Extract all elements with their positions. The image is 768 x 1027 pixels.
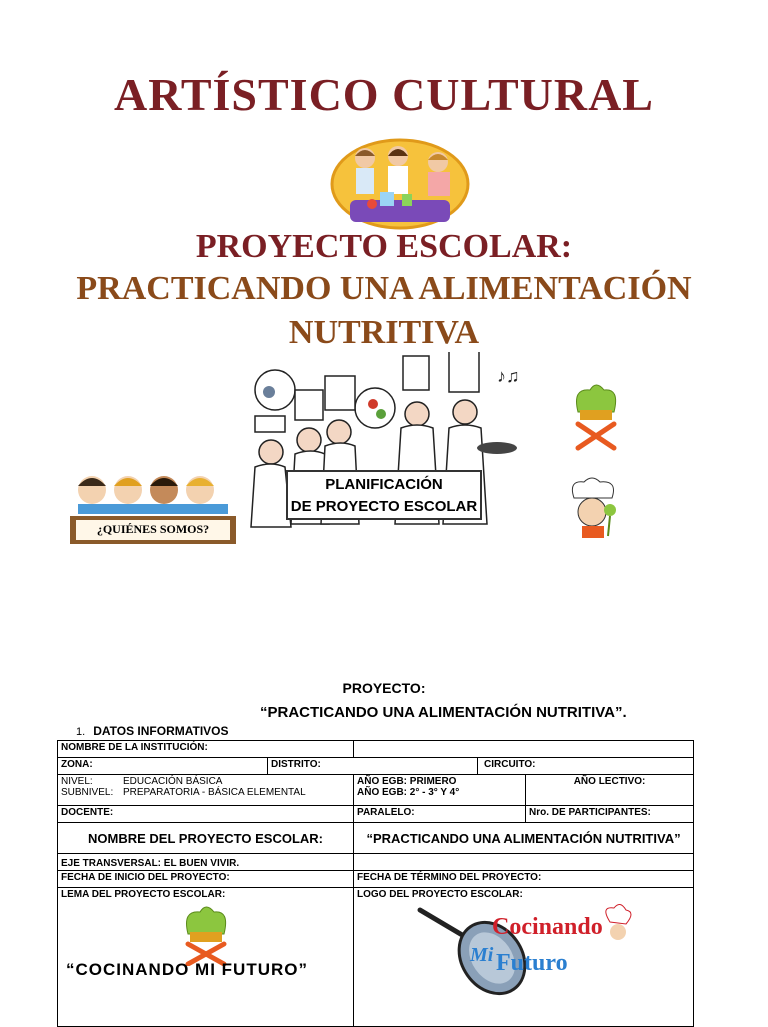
- anio-egb-cell: [354, 775, 526, 806]
- logo-label: LOGO DEL PROYECTO ESCOLAR:: [357, 889, 523, 900]
- zona-label: ZONA:: [58, 758, 268, 775]
- page-title: ARTÍSTICO CULTURAL: [114, 69, 654, 120]
- section-title: DATOS INFORMATIVOS: [93, 724, 229, 738]
- lema-value: “COCINANDO MI FUTURO”: [66, 960, 308, 979]
- nivel-value: EDUCACIÓN BÁSICA: [123, 776, 223, 787]
- eje-empty: [354, 854, 694, 871]
- quienes-somos-banner: [70, 470, 236, 546]
- institucion-value[interactable]: [354, 741, 694, 758]
- logo-cell: [354, 888, 694, 1027]
- project-subtitle-line3: NUTRITIVA: [288, 314, 480, 351]
- subnivel-value: PREPARATORIA - BÁSICA ELEMENTAL: [123, 787, 306, 798]
- nivel-subnivel-cell: [58, 775, 354, 806]
- circuito-label: CIRCUITO:: [478, 758, 694, 775]
- quienes-somos-label: ¿QUIÉNES SOMOS?: [96, 522, 210, 536]
- subnivel-label: SUBNIVEL:: [61, 787, 114, 798]
- docente-label: DOCENTE:: [58, 806, 354, 823]
- institucion-label: NOMBRE DE LA INSTITUCIÓN:: [58, 741, 354, 758]
- lema-cell: [58, 888, 354, 1027]
- fecha-inicio-label: FECHA DE INICIO DEL PROYECTO:: [58, 871, 354, 888]
- section-datos-informativos: [76, 724, 229, 738]
- nombre-proyecto-value: “PRACTICANDO UNA ALIMENTACIÓN NUTRITIVA”: [354, 823, 694, 854]
- proyecto-heading: PROYECTO:: [342, 680, 426, 696]
- project-subtitle-line1: PROYECTO ESCOLAR:: [195, 228, 573, 265]
- chef-hat-utensils-icon: [570, 382, 622, 452]
- section-number: 1.: [76, 726, 86, 738]
- anio-egb-primero: AÑO EGB: PRIMERO: [357, 776, 457, 787]
- anio-egb-otros: AÑO EGB: 2° - 3° Y 4°: [357, 787, 460, 798]
- eje-transversal: EJE TRANSVERSAL: EL BUEN VIVIR.: [58, 854, 354, 871]
- planificacion-line1: PLANIFICACIÓN: [325, 476, 443, 493]
- logo-word-cocinando: Cocinando: [492, 914, 603, 940]
- anio-lectivo-label: AÑO LECTIVO:: [526, 775, 694, 806]
- svg-text:♪♫: ♪♫: [497, 366, 520, 386]
- kids-cooking-image: [330, 138, 470, 230]
- planificacion-line2: DE PROYECTO ESCOLAR: [290, 498, 478, 515]
- proyecto-name: “PRACTICANDO UNA ALIMENTACIÓN NUTRITIVA”.: [260, 704, 627, 721]
- fecha-termino-label: FECHA DE TÉRMINO DEL PROYECTO:: [354, 871, 694, 888]
- little-chef-icon: [568, 476, 620, 540]
- logo-word-mi: Mi: [470, 944, 494, 966]
- lema-label: LEMA DEL PROYECTO ESCOLAR:: [61, 889, 226, 900]
- datos-informativos-table: [57, 740, 694, 1027]
- planificacion-box: [286, 470, 482, 520]
- paralelo-label: PARALELO:: [354, 806, 526, 823]
- distrito-label: DISTRITO:: [268, 758, 478, 775]
- nombre-proyecto-label: NOMBRE DEL PROYECTO ESCOLAR:: [58, 823, 354, 854]
- project-subtitle-line2: PRACTICANDO UNA ALIMENTACIÓN: [76, 270, 692, 307]
- project-logo: [414, 902, 634, 1002]
- participantes-label: Nro. DE PARTICIPANTES:: [526, 806, 694, 823]
- nivel-label: NIVEL:: [61, 776, 93, 787]
- logo-word-futuro: Futuro: [496, 950, 568, 976]
